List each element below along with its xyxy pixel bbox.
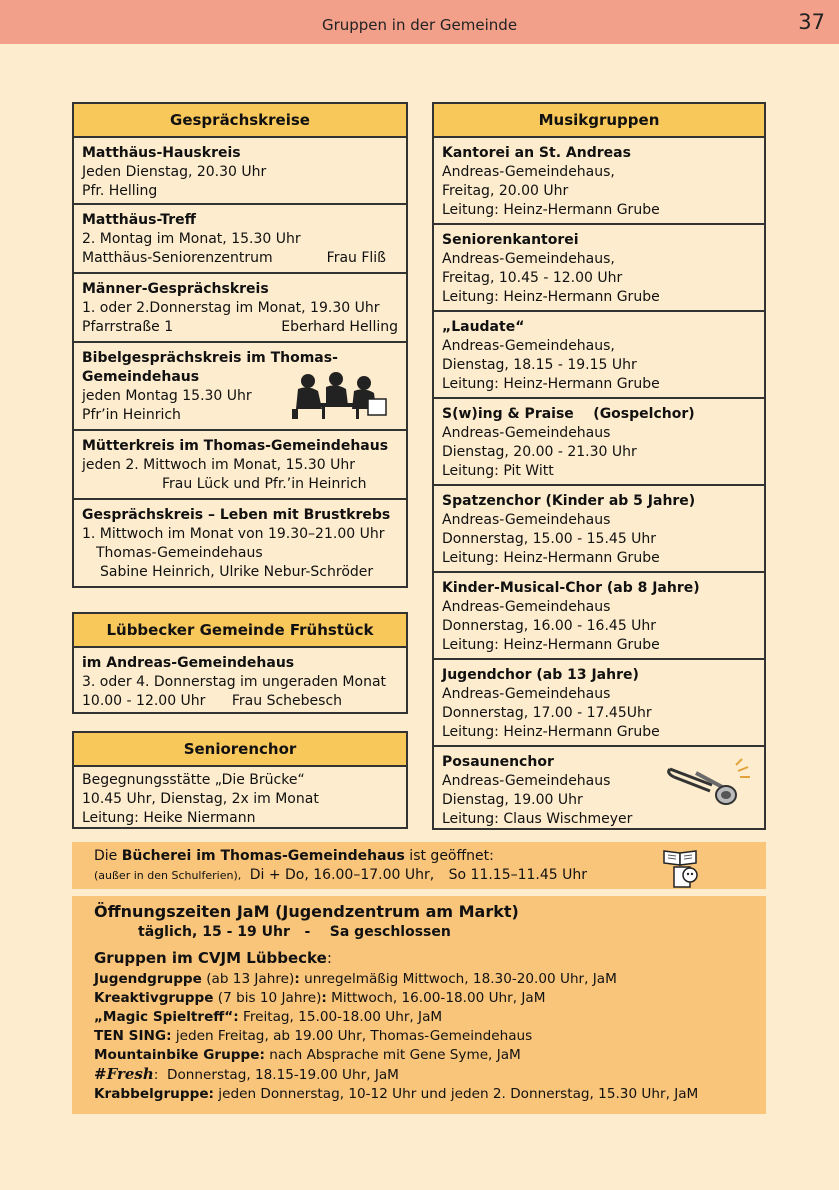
list-item: Kinder-Musical-Chor (ab 8 Jahre) Andreas-Gemeindehaus Donnerstag, 16.00 - 16.45 Uhr Leitung: Heinz-Hermann Grube (434, 573, 764, 660)
musikgruppen-panel (432, 102, 766, 830)
musikgruppen-heading: Musikgruppen (434, 104, 764, 138)
page-number: 37 (798, 10, 825, 34)
page-title: Gruppen in der Gemeinde (321, 16, 518, 34)
list-item: TEN SING: jeden Freitag, ab 19.00 Uhr, Thomas-Gemeindehaus (94, 1028, 533, 1044)
list-item: Posaunenchor Andreas-Gemeindehaus Dienstag, 19.00 Uhr Leitung: Claus Wischmeyer (434, 747, 764, 828)
list-item: im Andreas-Gemeindehaus 3. oder 4. Donnerstag im ungeraden Monat 10.00 - 12.00 Uhr Frau Schebesch (82, 655, 387, 709)
list-item: Begegnungsstätte „Die Brücke“ 10.45 Uhr, Dienstag, 2x im Monat Leitung: Heike Niermann (82, 772, 319, 826)
list-item: Kantorei an St. Andreas Andreas-Gemeindehaus, Freitag, 20.00 Uhr Leitung: Heinz-Hermann Grube (434, 138, 764, 225)
list-item: Jugendchor (ab 13 Jahre) Andreas-Gemeindehaus Donnerstag, 17.00 - 17.45Uhr Leitung: Heinz-Hermann Grube (434, 660, 764, 747)
list-item: Männer-Gesprächskreis 1. oder 2.Donnerstag im Monat, 19.30 Uhr Pfarrstraße 1 Eberhard Helling (74, 274, 406, 343)
list-item: Krabbelgruppe: jeden Donnerstag, 10-12 Uhr und jeden 2. Donnerstag, 15.30 Uhr, JaM (94, 1086, 699, 1102)
list-item: Bibelgesprächskreis im Thomas- Gemeindehaus jeden Montag 15.30 Uhr Pfr’in Heinrich (74, 343, 406, 431)
list-item: Spatzenchor (Kinder ab 5 Jahre) Andreas-Gemeindehaus Donnerstag, 15.00 - 15.45 Uhr Leitung: Heinz-Hermann Grube (434, 486, 764, 573)
list-item: Matthäus-Hauskreis Jeden Dienstag, 20.30 Uhr Pfr. Helling (74, 138, 406, 205)
list-item: Matthäus-Treff 2. Montag im Monat, 15.30 Uhr Matthäus-Seniorenzentrum Frau Fliß (74, 205, 406, 274)
list-item: Seniorenkantorei Andreas-Gemeindehaus, Freitag, 10.45 - 12.00 Uhr Leitung: Heinz-Hermann Grube (434, 225, 764, 312)
fruehstueck-heading: Lübbecker Gemeinde Frühstück (74, 614, 406, 648)
list-item: Mountainbike Gruppe: nach Absprache mit Gene Syme, JaM (94, 1047, 521, 1063)
seniorenchor-panel (72, 731, 408, 829)
list-item: Gesprächskreis – Leben mit Brustkrebs 1. Mittwoch im Monat von 19.30–21.00 Uhr Thomas-Gemeindehaus Sabine Heinrich, Ulrike Nebur-Schröder (82, 507, 391, 580)
fruehstueck-panel (72, 612, 408, 714)
discussion-group-icon (288, 369, 388, 421)
list-item: Mütterkreis im Thomas-Gemeindehaus jeden 2. Mittwoch im Monat, 15.30 Uhr Frau Lück und Pfr.’in Heinrich (74, 431, 406, 500)
jam-title: Öffnungszeiten JaM (Jugendzentrum am Markt) (94, 902, 519, 921)
list-item: S(w)ing & Praise (Gospelchor) Andreas-Gemeindehaus Dienstag, 20.00 - 21.30 Uhr Leitung: Pit Witt (434, 399, 764, 486)
trombone-icon (666, 755, 750, 807)
gespraechskreise-panel (72, 102, 408, 588)
cvjm-group-list (94, 970, 698, 1104)
buecherei-banner: Die Bücherei im Thomas-Gemeindehaus ist geöffnet: (außer in den Schulferien), Di + Do, 16.00–17.00 Uhr, So 11.15–11.45 Uhr (72, 842, 766, 889)
jam-banner (72, 896, 766, 1114)
seniorenchor-heading: Seniorenchor (74, 733, 406, 767)
list-item: Jugendgruppe (ab 13 Jahre): unregelmäßig Mittwoch, 18.30-20.00 Uhr, JaM (94, 971, 617, 987)
gespraechskreise-heading: Gesprächskreise (74, 104, 406, 138)
cvjm-title: Gruppen im CVJM Lübbecke: (94, 949, 332, 967)
list-item: „Laudate“ Andreas-Gemeindehaus, Dienstag, 18.15 - 19.15 Uhr Leitung: Heinz-Hermann Grube (434, 312, 764, 399)
book-reader-icon (660, 845, 704, 889)
page-header (0, 0, 839, 44)
list-item: „Magic Spieltreff“: Freitag, 15.00-18.00 Uhr, JaM (94, 1009, 443, 1025)
buecherei-name: Bücherei im Thomas-Gemeindehaus (121, 848, 405, 864)
list-item: Kreaktivgruppe (7 bis 10 Jahre): Mittwoch, 16.00-18.00 Uhr, JaM (94, 990, 546, 1006)
jam-hours: täglich, 15 - 19 Uhr - Sa geschlossen (138, 924, 451, 940)
list-item: #Fresh: Donnerstag, 18.15-19.00 Uhr, JaM (94, 1065, 399, 1083)
